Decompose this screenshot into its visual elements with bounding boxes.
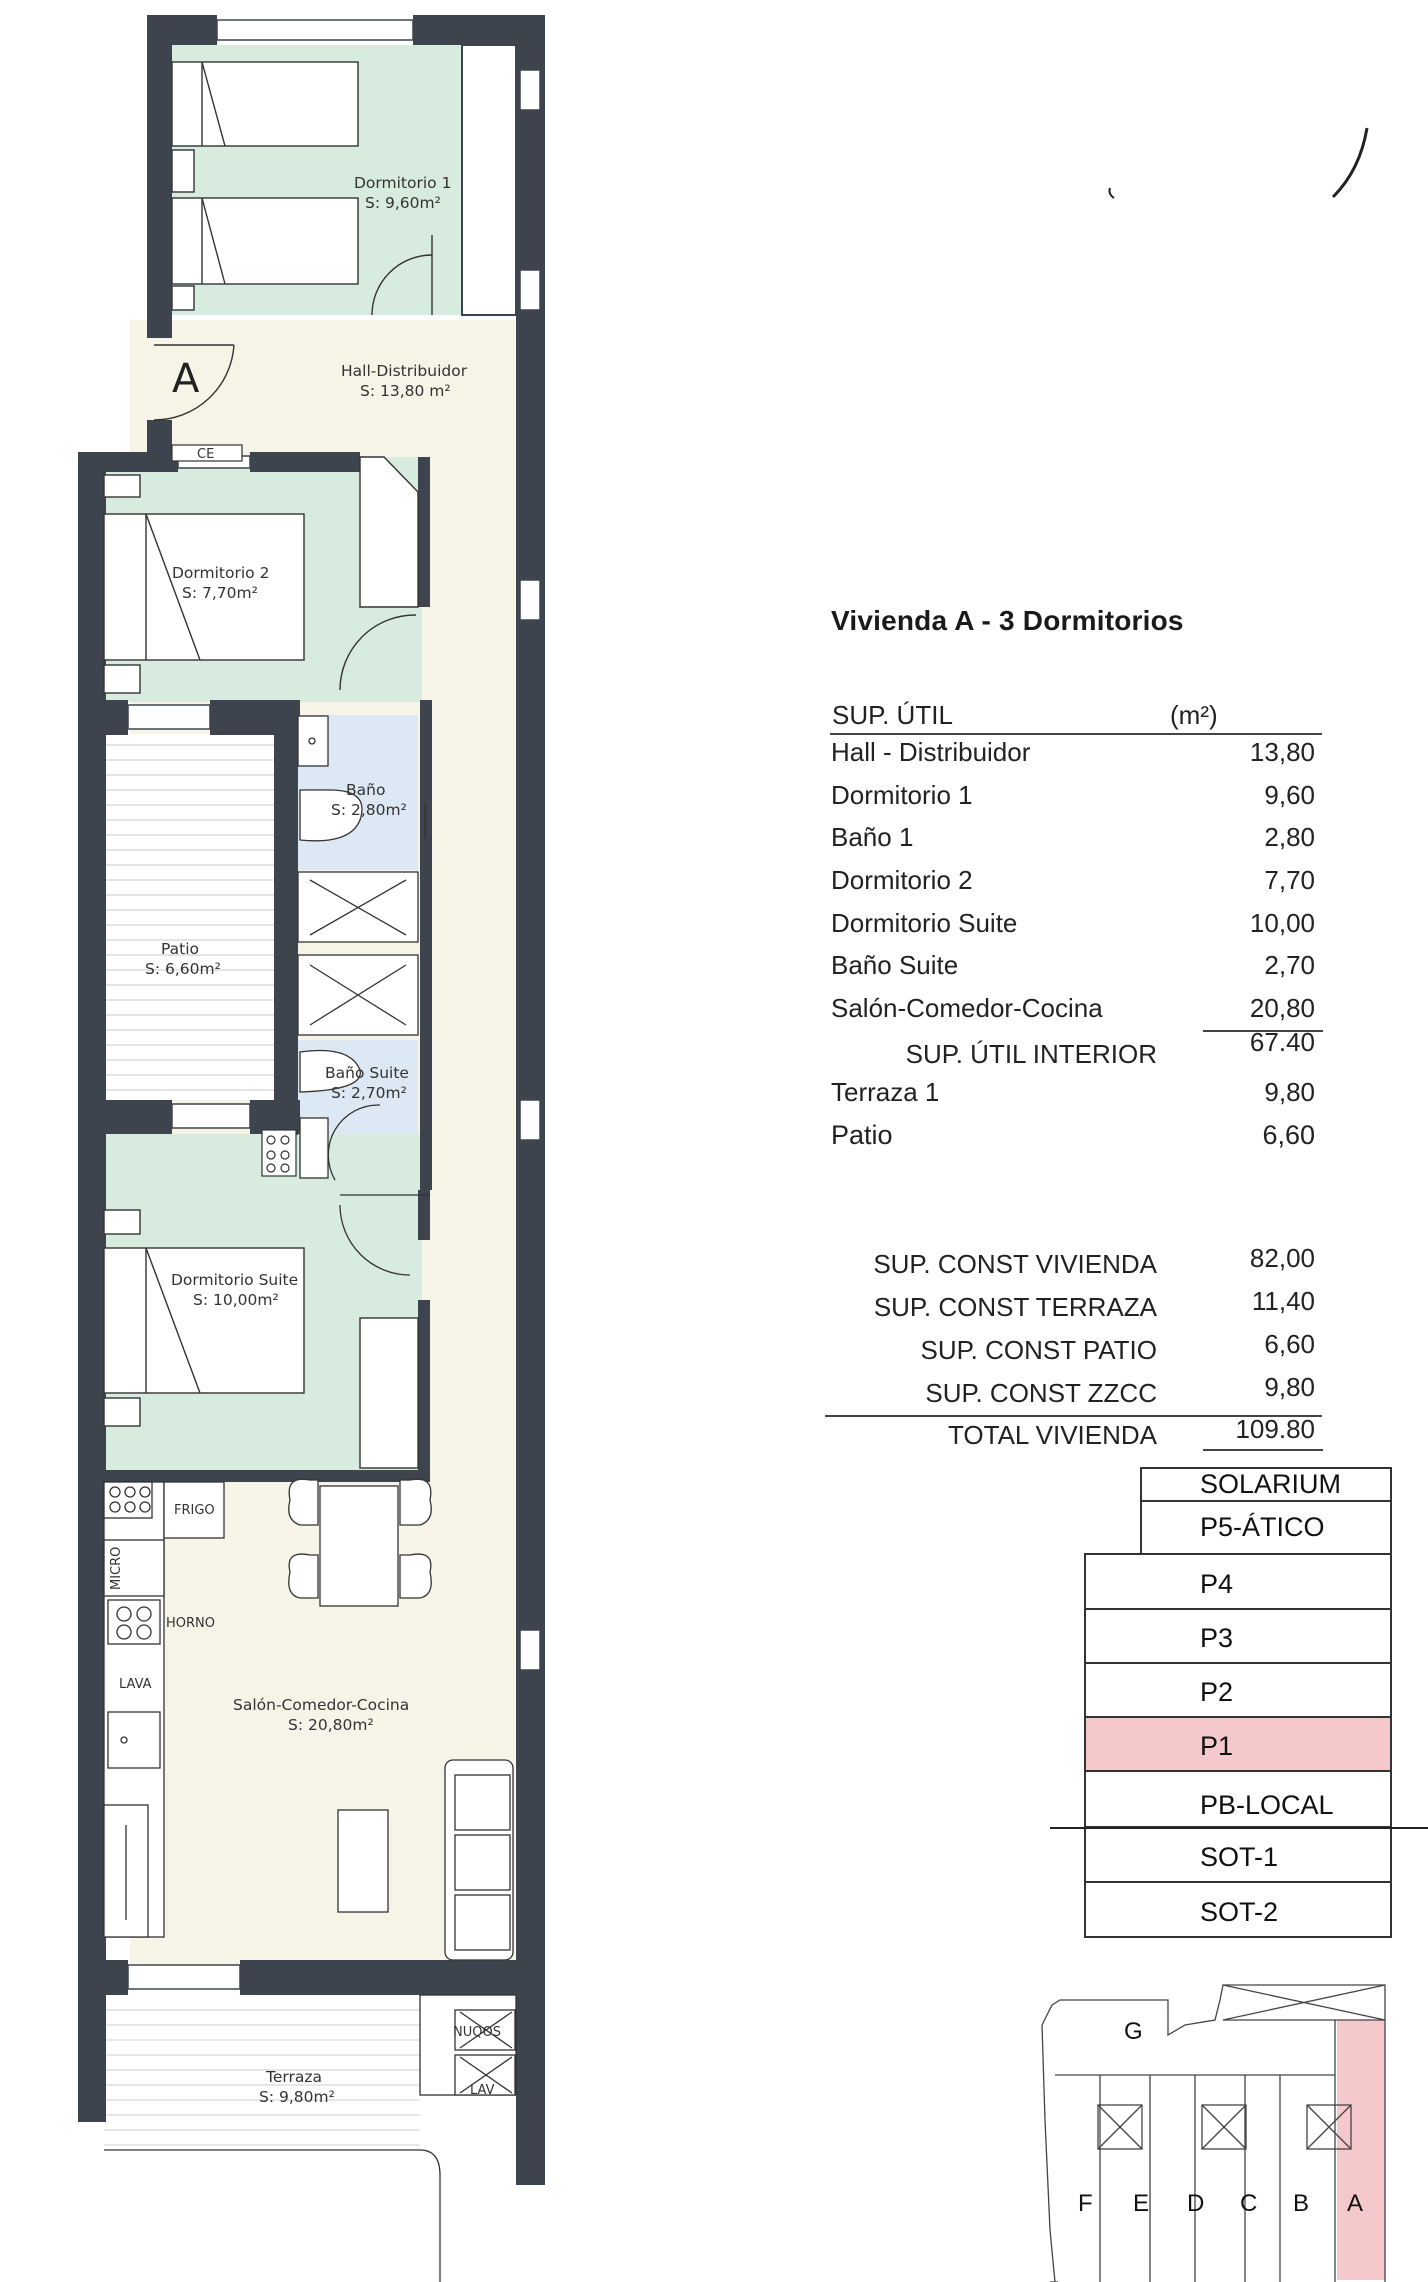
floor-item[interactable] bbox=[1084, 1608, 1392, 1664]
interior-value: 67.40 bbox=[1249, 1027, 1315, 1057]
site-letter: D bbox=[1187, 2190, 1205, 2217]
floor-item[interactable] bbox=[1084, 1826, 1392, 1883]
room-area-salon: S: 20,80m² bbox=[288, 1716, 374, 1734]
floor-label: P2 bbox=[1200, 1677, 1234, 1707]
floor-label: P1 bbox=[1200, 1731, 1234, 1761]
site-letter-highlighted: A bbox=[1347, 2190, 1364, 2217]
floor-label: P4 bbox=[1200, 1569, 1234, 1599]
const-row bbox=[831, 1286, 1315, 1324]
area-row-value: 9,60 bbox=[1264, 780, 1315, 810]
room-name-hall: Hall-Distribuidor bbox=[341, 362, 468, 380]
room-name-bano: Baño bbox=[346, 781, 386, 799]
const-value: 6,60 bbox=[1264, 1329, 1315, 1359]
patio-label: Patio bbox=[831, 1120, 893, 1150]
area-row-label: Baño 1 bbox=[831, 822, 914, 852]
room-area-terraza: S: 9,80m² bbox=[259, 2088, 335, 2106]
terraza-label: Terraza 1 bbox=[831, 1077, 940, 1107]
area-row bbox=[831, 778, 1315, 812]
area-row-value: 10,00 bbox=[1249, 908, 1315, 938]
floor-label: SOT-2 bbox=[1200, 1897, 1279, 1927]
micro-label: MICRO bbox=[109, 1546, 124, 1590]
area-row bbox=[831, 863, 1315, 897]
room-name-dormitorio1: Dormitorio 1 bbox=[354, 174, 452, 192]
room-name-patio: Patio bbox=[161, 940, 200, 958]
room-area-bano: S: 2,80m² bbox=[331, 801, 407, 819]
site-letter: C bbox=[1240, 2190, 1258, 2217]
room-area-hall: S: 13,80 m² bbox=[360, 382, 451, 400]
room-name-salon: Salón-Comedor-Cocina bbox=[233, 1696, 410, 1714]
frigo-label: FRIGO bbox=[174, 1503, 215, 1518]
area-row-label: Baño Suite bbox=[831, 950, 959, 980]
area-row-label: Dormitorio 1 bbox=[831, 780, 973, 810]
const-label: SUP. CONST PATIO bbox=[920, 1335, 1157, 1365]
room-area-bano-suite: S: 2,70m² bbox=[331, 1084, 407, 1102]
floor-label: P5-ÁTICO bbox=[1200, 1512, 1325, 1542]
lava-label: LAVA bbox=[119, 1677, 152, 1692]
const-row bbox=[831, 1329, 1315, 1367]
site-letter: E bbox=[1133, 2190, 1150, 2217]
site-letter: B bbox=[1293, 2190, 1310, 2217]
unit-title: Vivienda A - 3 Dormitorios bbox=[831, 605, 1184, 636]
area-row-value: 2,70 bbox=[1264, 950, 1315, 980]
floor-item[interactable] bbox=[1084, 1662, 1392, 1718]
const-label: SUP. CONST TERRAZA bbox=[873, 1292, 1157, 1322]
total-value: 109.80 bbox=[1235, 1414, 1315, 1444]
room-area-dormitorio2: S: 7,70m² bbox=[182, 584, 258, 602]
area-row-value: 2,80 bbox=[1264, 822, 1315, 852]
area-row-value: 13,80 bbox=[1249, 737, 1315, 767]
north-arrow-mark bbox=[1110, 128, 1368, 198]
dormitorio1-closet bbox=[462, 45, 516, 315]
site-plan bbox=[1042, 1985, 1385, 2282]
header-unit: (m²) bbox=[1170, 700, 1218, 730]
area-row-value: 7,70 bbox=[1264, 865, 1315, 895]
patio-row bbox=[831, 1118, 1315, 1152]
site-letter: F bbox=[1078, 2190, 1093, 2217]
area-row bbox=[831, 820, 1315, 854]
room-area-patio: S: 6,60m² bbox=[145, 960, 221, 978]
area-row bbox=[831, 735, 1315, 769]
ground-line bbox=[1050, 1827, 1428, 1829]
const-label: SUP. CONST ZZCC bbox=[925, 1378, 1157, 1408]
room-area-dormitorio1: S: 9,60m² bbox=[365, 194, 441, 212]
floor-item[interactable] bbox=[1084, 1770, 1392, 1828]
total-underline bbox=[1203, 1449, 1323, 1451]
area-row-label: Dormitorio Suite bbox=[831, 908, 1018, 938]
floor-label: PB-LOCAL bbox=[1200, 1790, 1334, 1820]
const-value: 82,00 bbox=[1249, 1243, 1315, 1273]
area-row bbox=[831, 948, 1315, 982]
room-area-dormitorio-suite: S: 10,00m² bbox=[193, 1291, 279, 1309]
area-row-label: Hall - Distribuidor bbox=[831, 737, 1031, 767]
room-name-bano-suite: Baño Suite bbox=[325, 1064, 409, 1082]
const-value: 11,40 bbox=[1251, 1286, 1315, 1316]
floor-solarium[interactable] bbox=[1140, 1467, 1392, 1502]
ce-label: CE bbox=[197, 447, 215, 462]
room-name-dormitorio2: Dormitorio 2 bbox=[172, 564, 270, 582]
horno-label: HORNO bbox=[166, 1616, 215, 1631]
area-row-label: Salón-Comedor-Cocina bbox=[831, 993, 1103, 1023]
lav-label: LAV bbox=[470, 2083, 495, 2098]
terraza-row bbox=[831, 1075, 1315, 1109]
site-top-label: G bbox=[1124, 2018, 1143, 2045]
floor-item[interactable] bbox=[1084, 1881, 1392, 1938]
floor-label: SOT-1 bbox=[1200, 1842, 1279, 1872]
terraza-value: 9,80 bbox=[1264, 1077, 1315, 1107]
area-row bbox=[831, 991, 1315, 1025]
const-value: 9,80 bbox=[1264, 1372, 1315, 1402]
nuqos-label: NUQOS bbox=[453, 2025, 501, 2040]
header-label: SUP. ÚTIL bbox=[832, 700, 953, 730]
area-row-label: Dormitorio 2 bbox=[831, 865, 973, 895]
floor-label: P3 bbox=[1200, 1623, 1234, 1653]
floor-atico[interactable] bbox=[1140, 1500, 1392, 1555]
floor-label: SOLARIUM bbox=[1200, 1469, 1342, 1499]
interior-row bbox=[831, 1027, 1315, 1071]
area-row bbox=[831, 906, 1315, 940]
floor-item[interactable] bbox=[1084, 1553, 1392, 1610]
area-row-value: 20,80 bbox=[1249, 993, 1315, 1023]
const-label: SUP. CONST VIVIENDA bbox=[873, 1249, 1157, 1279]
const-row bbox=[831, 1243, 1315, 1281]
room-name-terraza: Terraza bbox=[266, 2068, 322, 2086]
entry-letter: A bbox=[172, 356, 200, 402]
patio-value: 6,60 bbox=[1262, 1120, 1315, 1150]
room-name-dormitorio-suite: Dormitorio Suite bbox=[171, 1271, 299, 1289]
header-row bbox=[832, 698, 1322, 732]
total-label: TOTAL VIVIENDA bbox=[947, 1420, 1157, 1450]
const-row bbox=[831, 1372, 1315, 1410]
total-row bbox=[831, 1414, 1315, 1452]
interior-label: SUP. ÚTIL INTERIOR bbox=[905, 1039, 1157, 1069]
bano-suite-hob bbox=[262, 1130, 296, 1176]
floor-item-active[interactable] bbox=[1084, 1716, 1392, 1772]
